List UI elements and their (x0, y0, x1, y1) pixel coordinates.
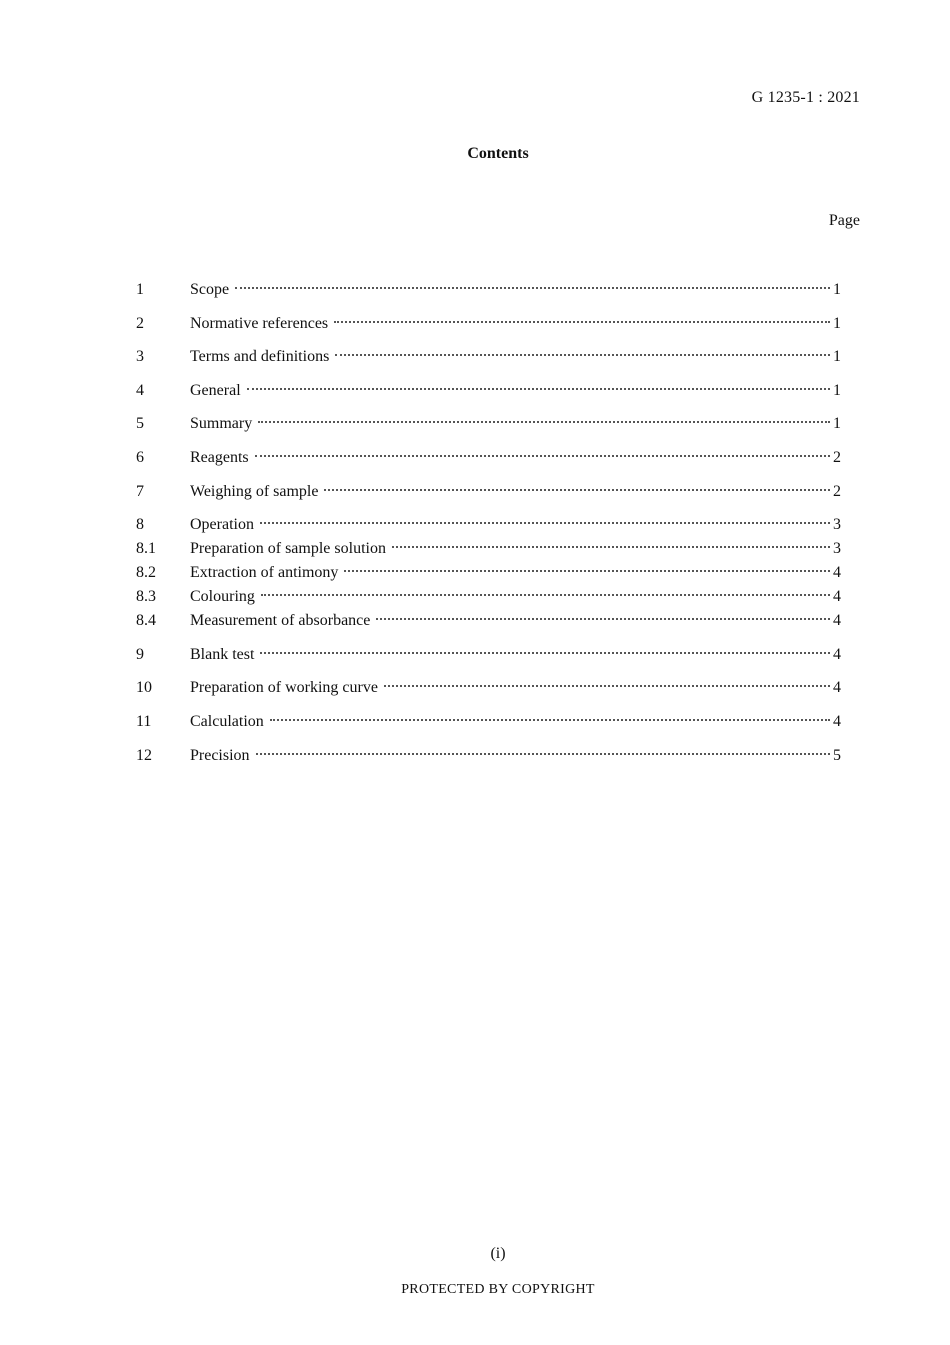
toc-entry[interactable] (136, 278, 841, 302)
toc-entry-number: 1 (136, 281, 144, 298)
toc-entry-title: Preparation of sample solution (190, 540, 386, 558)
toc-entry-page: 4 (833, 588, 841, 606)
toc-dot-leader (235, 287, 830, 289)
toc-dot-leader (261, 594, 830, 596)
toc-dot-leader (384, 685, 830, 687)
toc-entry[interactable] (136, 446, 841, 470)
toc-entry-title: Terms and definitions (190, 348, 330, 366)
toc-entry-page: 3 (833, 540, 841, 558)
toc-entry-title: Weighing of sample (190, 482, 319, 500)
toc-entry[interactable] (136, 643, 841, 667)
toc-entry-number: 10 (136, 679, 152, 697)
footer-page-number: (i) (490, 1245, 506, 1262)
toc-entry-number: 2 (136, 314, 144, 332)
toc-entry-page: 2 (833, 448, 841, 466)
copyright-notice: PROTECTED BY COPYRIGHT (401, 1282, 595, 1297)
toc-entry-title: Summary (190, 415, 253, 433)
toc-entry[interactable] (136, 676, 841, 700)
toc-entry[interactable] (136, 744, 841, 768)
table-of-contents (136, 278, 841, 768)
toc-entry-page: 1 (833, 381, 841, 399)
toc-entry-title: Blank test (190, 645, 255, 663)
toc-entry-number: 8.2 (136, 564, 156, 582)
toc-entry-number: 9 (136, 645, 144, 663)
toc-dot-leader (324, 489, 830, 491)
toc-entry-title: Precision (190, 746, 250, 764)
toc-entry-title: Extraction of antimony (190, 564, 339, 582)
toc-entry[interactable] (136, 412, 841, 436)
toc-entry-number: 4 (136, 381, 144, 399)
toc-entry-title: Normative references (190, 314, 329, 332)
toc-entry-number: 6 (136, 448, 144, 466)
toc-entry-number: 7 (136, 482, 144, 500)
page-title: Contents (467, 145, 529, 162)
toc-entry-title: Scope (190, 281, 230, 298)
toc-entry-page: 2 (833, 482, 841, 500)
toc-entry-page: 4 (833, 679, 841, 697)
toc-entry-title: Colouring (190, 588, 255, 606)
toc-entry-number: 3 (136, 348, 144, 366)
toc-entry[interactable] (136, 537, 841, 561)
toc-entry[interactable] (136, 312, 841, 336)
toc-entry-page: 3 (833, 516, 841, 534)
toc-dot-leader (247, 388, 830, 390)
toc-dot-leader (270, 719, 830, 721)
toc-entry-title: General (190, 381, 241, 399)
toc-entry-page: 1 (833, 314, 841, 332)
toc-entry-title: Measurement of absorbance (190, 612, 371, 630)
toc-dot-leader (344, 570, 830, 572)
toc-entry-number: 8 (136, 516, 144, 534)
toc-entry[interactable] (136, 345, 841, 369)
toc-entry-number: 8.4 (136, 612, 156, 630)
toc-dot-leader (335, 354, 830, 356)
toc-entry-title: Operation (190, 516, 254, 534)
toc-entry-page: 4 (833, 645, 841, 663)
toc-entry-number: 5 (136, 415, 144, 433)
toc-entry-title: Reagents (190, 448, 249, 466)
toc-entry[interactable] (136, 513, 841, 537)
document-id: G 1235-1 : 2021 (751, 89, 860, 106)
toc-entry-page: 4 (833, 564, 841, 582)
toc-entry-number: 8.1 (136, 540, 156, 558)
toc-entry-page: 5 (833, 746, 841, 764)
toc-entry-number: 12 (136, 746, 152, 764)
toc-entry-page: 1 (833, 348, 841, 366)
toc-entry-number: 8.3 (136, 588, 156, 606)
toc-entry[interactable] (136, 585, 841, 609)
toc-entry-page: 1 (833, 415, 841, 433)
toc-entry[interactable] (136, 379, 841, 403)
toc-entry[interactable] (136, 710, 841, 734)
toc-entry[interactable] (136, 609, 841, 633)
toc-dot-leader (376, 618, 830, 620)
toc-entry-title: Calculation (190, 712, 264, 730)
toc-entry[interactable] (136, 480, 841, 504)
toc-entry-page: 4 (833, 612, 841, 630)
toc-entry-page: 4 (833, 712, 841, 730)
toc-entry-title: Preparation of working curve (190, 679, 378, 697)
toc-dot-leader (334, 321, 830, 323)
toc-entry[interactable] (136, 561, 841, 585)
toc-entry-page: 1 (833, 281, 841, 298)
toc-dot-leader (260, 522, 830, 524)
toc-entry-number: 11 (136, 712, 152, 730)
toc-dot-leader (258, 421, 830, 423)
toc-dot-leader (392, 546, 830, 548)
toc-dot-leader (255, 455, 830, 457)
toc-dot-leader (256, 753, 830, 755)
page-column-label: Page (828, 212, 860, 229)
toc-dot-leader (260, 652, 830, 654)
